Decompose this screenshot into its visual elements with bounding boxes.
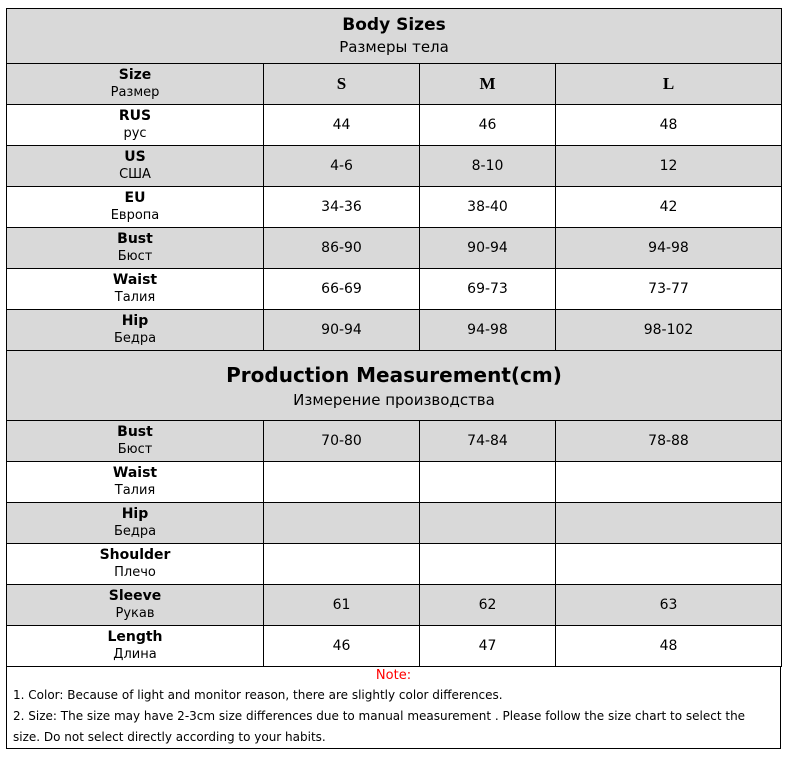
cell-l: 48 xyxy=(556,105,782,146)
cell-s: 4-6 xyxy=(264,146,420,187)
cell-m: 62 xyxy=(420,585,556,626)
table-row xyxy=(7,228,782,269)
cell-l: 42 xyxy=(556,187,782,228)
row-label-en: RUS xyxy=(118,108,152,124)
row-label-en: Sleeve xyxy=(108,588,162,604)
cell-l: 48 xyxy=(556,626,782,667)
row-label-en: Shoulder xyxy=(99,547,171,563)
table-row xyxy=(7,421,782,462)
body-sizes-title: Body Sizes xyxy=(342,15,446,35)
row-label-en: Hip xyxy=(121,313,149,329)
row-label-ru: Длина xyxy=(113,647,157,662)
size-table xyxy=(6,8,782,667)
cell-l: 63 xyxy=(556,585,782,626)
row-label-ru: Талия xyxy=(114,483,156,498)
cell-s: 44 xyxy=(264,105,420,146)
cell-s: 86-90 xyxy=(264,228,420,269)
table-row xyxy=(7,626,782,667)
table-row xyxy=(7,187,782,228)
cell-m xyxy=(420,462,556,503)
cell-m: 8-10 xyxy=(420,146,556,187)
row-label-en: Length xyxy=(107,629,163,645)
row-label-en: US xyxy=(124,149,146,165)
table-row xyxy=(7,544,782,585)
row-label-en: EU xyxy=(124,190,146,206)
size-header-row xyxy=(7,64,782,105)
cell-m: 46 xyxy=(420,105,556,146)
row-label-ru: Бедра xyxy=(113,331,157,346)
cell-s: 61 xyxy=(264,585,420,626)
body-sizes-subtitle: Размеры тела xyxy=(339,38,449,56)
row-label-ru: Бюст xyxy=(117,249,153,264)
cell-s: 46 xyxy=(264,626,420,667)
note-line-color: 1. Color: Because of light and monitor reason, there are slightly color differences. xyxy=(13,688,503,702)
production-subtitle: Измерение производства xyxy=(293,390,495,409)
row-label-ru: Бюст xyxy=(117,442,153,457)
note-title: Note: xyxy=(375,668,412,683)
cell-s: 70-80 xyxy=(264,421,420,462)
row-label-ru: США xyxy=(119,167,151,182)
cell-l: 73-77 xyxy=(556,269,782,310)
row-label-ru: Европа xyxy=(110,208,160,223)
size-l-header: L xyxy=(556,64,782,105)
row-label-ru: Рукав xyxy=(115,606,155,621)
size-label-ru: Размер xyxy=(110,85,160,100)
production-header xyxy=(7,351,782,421)
size-chart xyxy=(6,8,781,749)
table-row xyxy=(7,269,782,310)
cell-l: 78-88 xyxy=(556,421,782,462)
row-label-ru: Плечо xyxy=(114,565,156,580)
table-row xyxy=(7,105,782,146)
row-label-en: Bust xyxy=(117,231,153,247)
cell-l: 94-98 xyxy=(556,228,782,269)
cell-l xyxy=(556,462,782,503)
cell-s xyxy=(264,544,420,585)
table-row xyxy=(7,462,782,503)
row-label-en: Bust xyxy=(117,424,153,440)
row-label-en: Hip xyxy=(121,506,149,522)
cell-m: 69-73 xyxy=(420,269,556,310)
body-sizes-header xyxy=(7,9,782,64)
cell-l xyxy=(556,544,782,585)
note-line-size: 2. Size: The size may have 2-3cm size differences due to manual measurement . Please follow the size chart to select the size. Do not select directly according to your habits. xyxy=(13,709,746,744)
row-label-ru: Бедра xyxy=(113,524,157,539)
table-row xyxy=(7,146,782,187)
cell-m: 38-40 xyxy=(420,187,556,228)
cell-l: 12 xyxy=(556,146,782,187)
cell-s: 34-36 xyxy=(264,187,420,228)
notes-section xyxy=(6,667,781,749)
cell-m: 90-94 xyxy=(420,228,556,269)
table-row xyxy=(7,503,782,544)
size-label-en: Size xyxy=(118,67,152,83)
row-label-en: Waist xyxy=(112,272,158,288)
table-row xyxy=(7,310,782,351)
row-label-ru: рус xyxy=(123,126,147,141)
cell-m: 47 xyxy=(420,626,556,667)
cell-m: 94-98 xyxy=(420,310,556,351)
cell-s: 66-69 xyxy=(264,269,420,310)
size-m-header: M xyxy=(420,64,556,105)
production-title: Production Measurement(cm) xyxy=(226,362,562,387)
cell-m: 74-84 xyxy=(420,421,556,462)
cell-s xyxy=(264,503,420,544)
cell-m xyxy=(420,503,556,544)
table-row xyxy=(7,585,782,626)
cell-s xyxy=(264,462,420,503)
cell-m xyxy=(420,544,556,585)
cell-s: 90-94 xyxy=(264,310,420,351)
cell-l: 98-102 xyxy=(556,310,782,351)
size-s-header: S xyxy=(264,64,420,105)
row-label-en: Waist xyxy=(112,465,158,481)
row-label-ru: Талия xyxy=(114,290,156,305)
cell-l xyxy=(556,503,782,544)
